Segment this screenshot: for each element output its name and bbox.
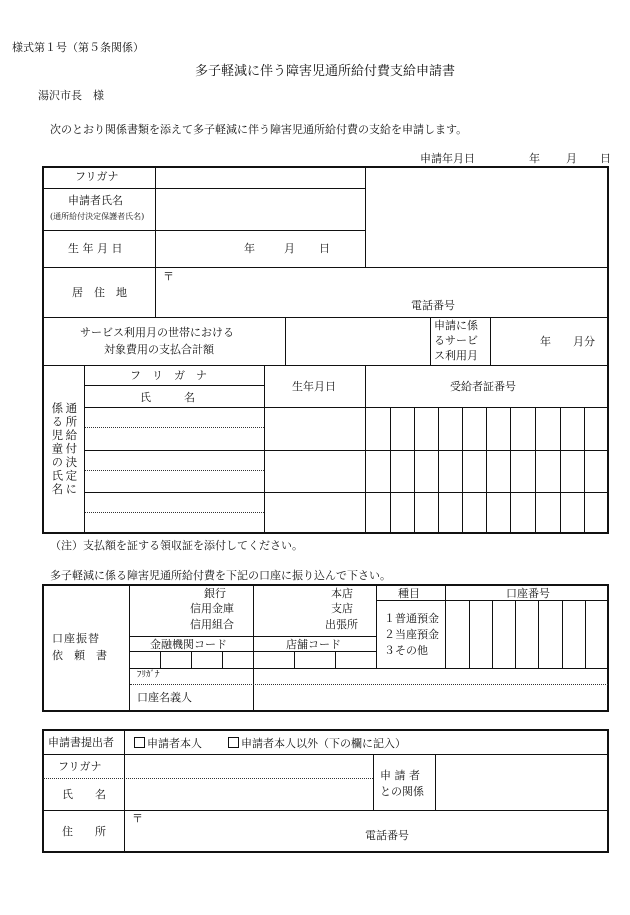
postal-mark: 〒 xyxy=(163,270,174,283)
date-label: 申請年月日 xyxy=(420,152,475,165)
relation-label-2: との関係 xyxy=(380,785,424,798)
submitter-furigana-label: フリガナ xyxy=(58,760,102,773)
submitter-phone-label: 電話番号 xyxy=(365,829,409,842)
children-cert-label: 受給者証番号 xyxy=(450,380,516,393)
branch-code-label: 店舗コード xyxy=(286,638,341,651)
intro-text: 次のとおり関係書類を添えて多子軽減に伴う障害児通所給付費の支給を申請します。 xyxy=(50,123,468,136)
address-label: 居 住 地 xyxy=(72,286,127,299)
bank-inst-2: 信用金庫 xyxy=(190,602,234,615)
service-month-label-2: るサービ xyxy=(434,334,478,347)
submitter-label: 申請書提出者 xyxy=(48,736,114,749)
form-number: 様式第１号（第５条関係） xyxy=(12,41,144,54)
addressee: 湯沢市長 様 xyxy=(38,89,104,102)
checkbox-self[interactable] xyxy=(134,737,145,748)
service-month-label-1: 申請に係 xyxy=(434,319,478,332)
type-option-2: ２当座預金 xyxy=(384,628,439,641)
birth-year: 年 xyxy=(244,242,255,255)
applicant-name-sub: (通所給付決定保護者氏名) xyxy=(50,212,145,221)
submitter-option-other[interactable]: 申請者本人以外（下の欄に記入） xyxy=(228,737,406,749)
type-option-3: ３その他 xyxy=(384,644,428,657)
service-total-label: サービス利用月の世帯における xyxy=(80,326,234,339)
bank-branch-3: 出張所 xyxy=(325,618,358,631)
relation-label-1: 申 請 者 xyxy=(380,769,420,782)
applicant-name-label: 申請者氏名 xyxy=(68,194,123,207)
children-birth-label: 生年月日 xyxy=(292,380,336,393)
service-month-label-3: ス利用月 xyxy=(434,349,478,362)
bank-branch-2: 支店 xyxy=(331,602,353,615)
submitter-address-label: 住 所 xyxy=(62,825,106,838)
type-label: 種目 xyxy=(398,587,420,600)
children-side-label-1: 係る児童の氏名 xyxy=(50,402,65,497)
children-furigana-label: フ リ ガ ナ xyxy=(130,369,207,382)
note-text: （注）支払額を証する領収証を添付してください。 xyxy=(50,539,303,552)
birth-month: 月 xyxy=(284,242,295,255)
inst-code-label: 金融機関コード xyxy=(150,638,227,651)
bank-inst-3: 信用組合 xyxy=(190,618,234,631)
service-total-label-2: 対象費用の支払合計額 xyxy=(104,343,214,356)
phone-label: 電話番号 xyxy=(411,299,455,312)
date-month: 月 xyxy=(566,152,577,165)
children-side-label-2: 通所給付決定に xyxy=(64,402,79,497)
holder-label: 口座名義人 xyxy=(137,691,192,704)
account-label: 口座番号 xyxy=(506,587,550,600)
holder-furigana: ﾌﾘｶﾞﾅ xyxy=(137,670,160,680)
submitter-name-label: 氏 名 xyxy=(62,788,106,801)
service-month-value: 年 月分 xyxy=(540,335,595,348)
children-name-label: 氏 名 xyxy=(140,391,195,404)
checkbox-other[interactable] xyxy=(228,737,239,748)
bank-branch-1: 本店 xyxy=(331,587,353,600)
submitter-postal-mark: 〒 xyxy=(132,812,143,825)
bank-intro: 多子軽減に係る障害児通所給付費を下記の口座に振り込んで下さい。 xyxy=(50,569,391,582)
bank-side-label-1: 口座振替 xyxy=(52,632,100,645)
bank-side-label-2: 依 頼 書 xyxy=(52,649,107,662)
birth-day: 日 xyxy=(319,242,330,255)
bank-inst-1: 銀行 xyxy=(204,587,226,600)
date-year: 年 xyxy=(529,152,540,165)
page-title: 多子軽減に伴う障害児通所給付費支給申請書 xyxy=(195,64,456,79)
type-option-1: １普通預金 xyxy=(384,612,439,625)
furigana-label: フリガナ xyxy=(75,170,119,183)
date-day: 日 xyxy=(600,152,611,165)
submitter-option-self[interactable]: 申請者本人 xyxy=(134,737,202,749)
birth-label: 生 年 月 日 xyxy=(68,242,123,255)
